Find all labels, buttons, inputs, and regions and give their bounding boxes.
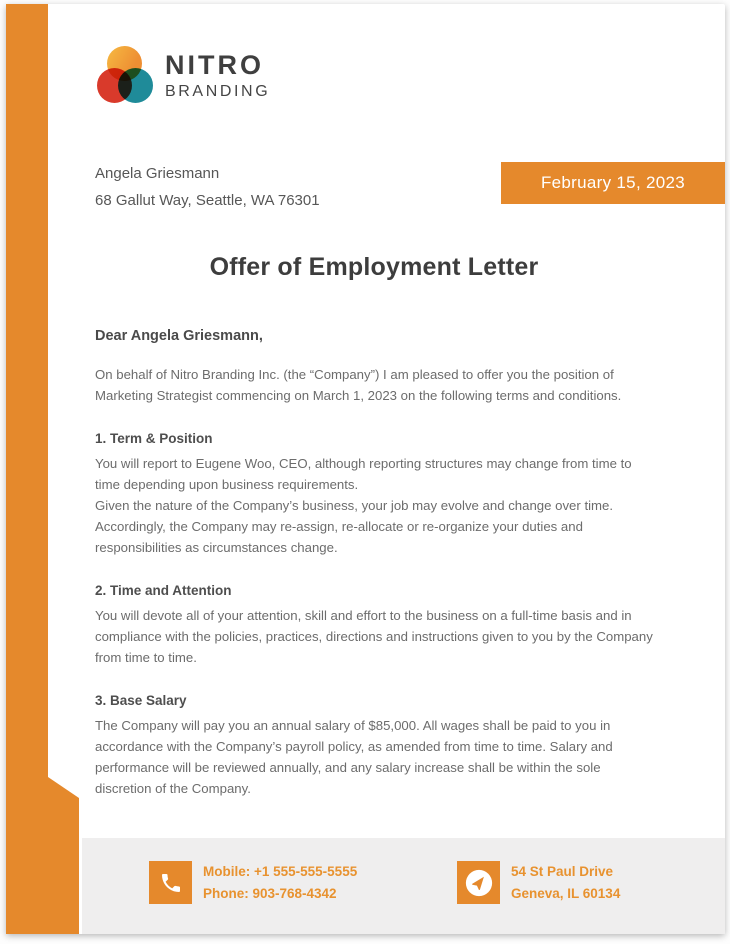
- section-paragraph: You will devote all of your attention, skill and effort to the business on a full-time basis and in compliance with the policies, practices, directions and instructions given to you by the Company from time to time.: [95, 608, 653, 665]
- logo: [97, 46, 270, 104]
- logo-circle-teal: [118, 68, 153, 103]
- intro-paragraph: On behalf of Nitro Branding Inc. (the “Company”) I am pleased to offer you the position of Marketing Strategist commencing on March 1, 2023 on the following terms and conditions.: [95, 367, 622, 403]
- section-paragraph: You will report to Eugene Woo, CEO, although reporting structures may change from time to time depending upon business requirements.: [95, 456, 632, 492]
- date-banner: [501, 162, 725, 204]
- section-paragraph: The Company will pay you an annual salary of $85,000. All wages shall be paid to you in accordance with the Company’s payroll policy, as amended from time to time. Salary and performance will be reviewed annually, and any salary increase shall be within the sole discretion of the Company.: [95, 718, 613, 796]
- recipient-block: [95, 160, 320, 214]
- section-heading: 1. Term & Position: [95, 431, 213, 446]
- section-time-and-attention: [95, 580, 653, 668]
- footer-address-block: [457, 861, 620, 905]
- letter-body: [95, 253, 653, 799]
- logo-icon: [97, 46, 153, 104]
- footer-phone-text: [203, 861, 357, 905]
- footer-phone-number: Phone: 903-768-4342: [203, 886, 337, 901]
- phone-icon: [149, 861, 192, 904]
- footer-street: 54 St Paul Drive: [511, 864, 614, 879]
- recipient-name: Angela Griesmann: [95, 165, 220, 182]
- letter-page: [6, 4, 725, 934]
- footer: [82, 838, 725, 934]
- section-heading: 3. Base Salary: [95, 693, 187, 708]
- footer-mobile-number: Mobile: +1 555-555-5555: [203, 864, 358, 879]
- salutation: Dear Angela Griesmann,: [95, 328, 263, 344]
- recipient-address: 68 Gallut Way, Seattle, WA 76301: [95, 192, 320, 209]
- section-paragraph: Given the nature of the Company’s business, your job may evolve and change over time. Accordingly, the Company may re-assign, re-allocate or re-organize your duties and responsibilities as circumstances change.: [95, 498, 614, 555]
- section-base-salary: [95, 690, 653, 799]
- footer-city: Geneva, IL 60134: [511, 886, 621, 901]
- footer-address-text: [511, 861, 620, 905]
- footer-phone-block: [149, 861, 357, 905]
- date-text: February 15, 2023: [540, 173, 686, 192]
- left-accent-ribbon: [6, 4, 80, 934]
- section-term-and-position: [95, 428, 653, 558]
- brand-name: NITRO: [165, 49, 264, 80]
- section-heading: 2. Time and Attention: [95, 583, 232, 598]
- navigation-icon: [457, 861, 500, 904]
- letter-title: Offer of Employment Letter: [209, 253, 539, 281]
- logo-text: [165, 50, 270, 101]
- brand-tagline: BRANDING: [165, 82, 271, 100]
